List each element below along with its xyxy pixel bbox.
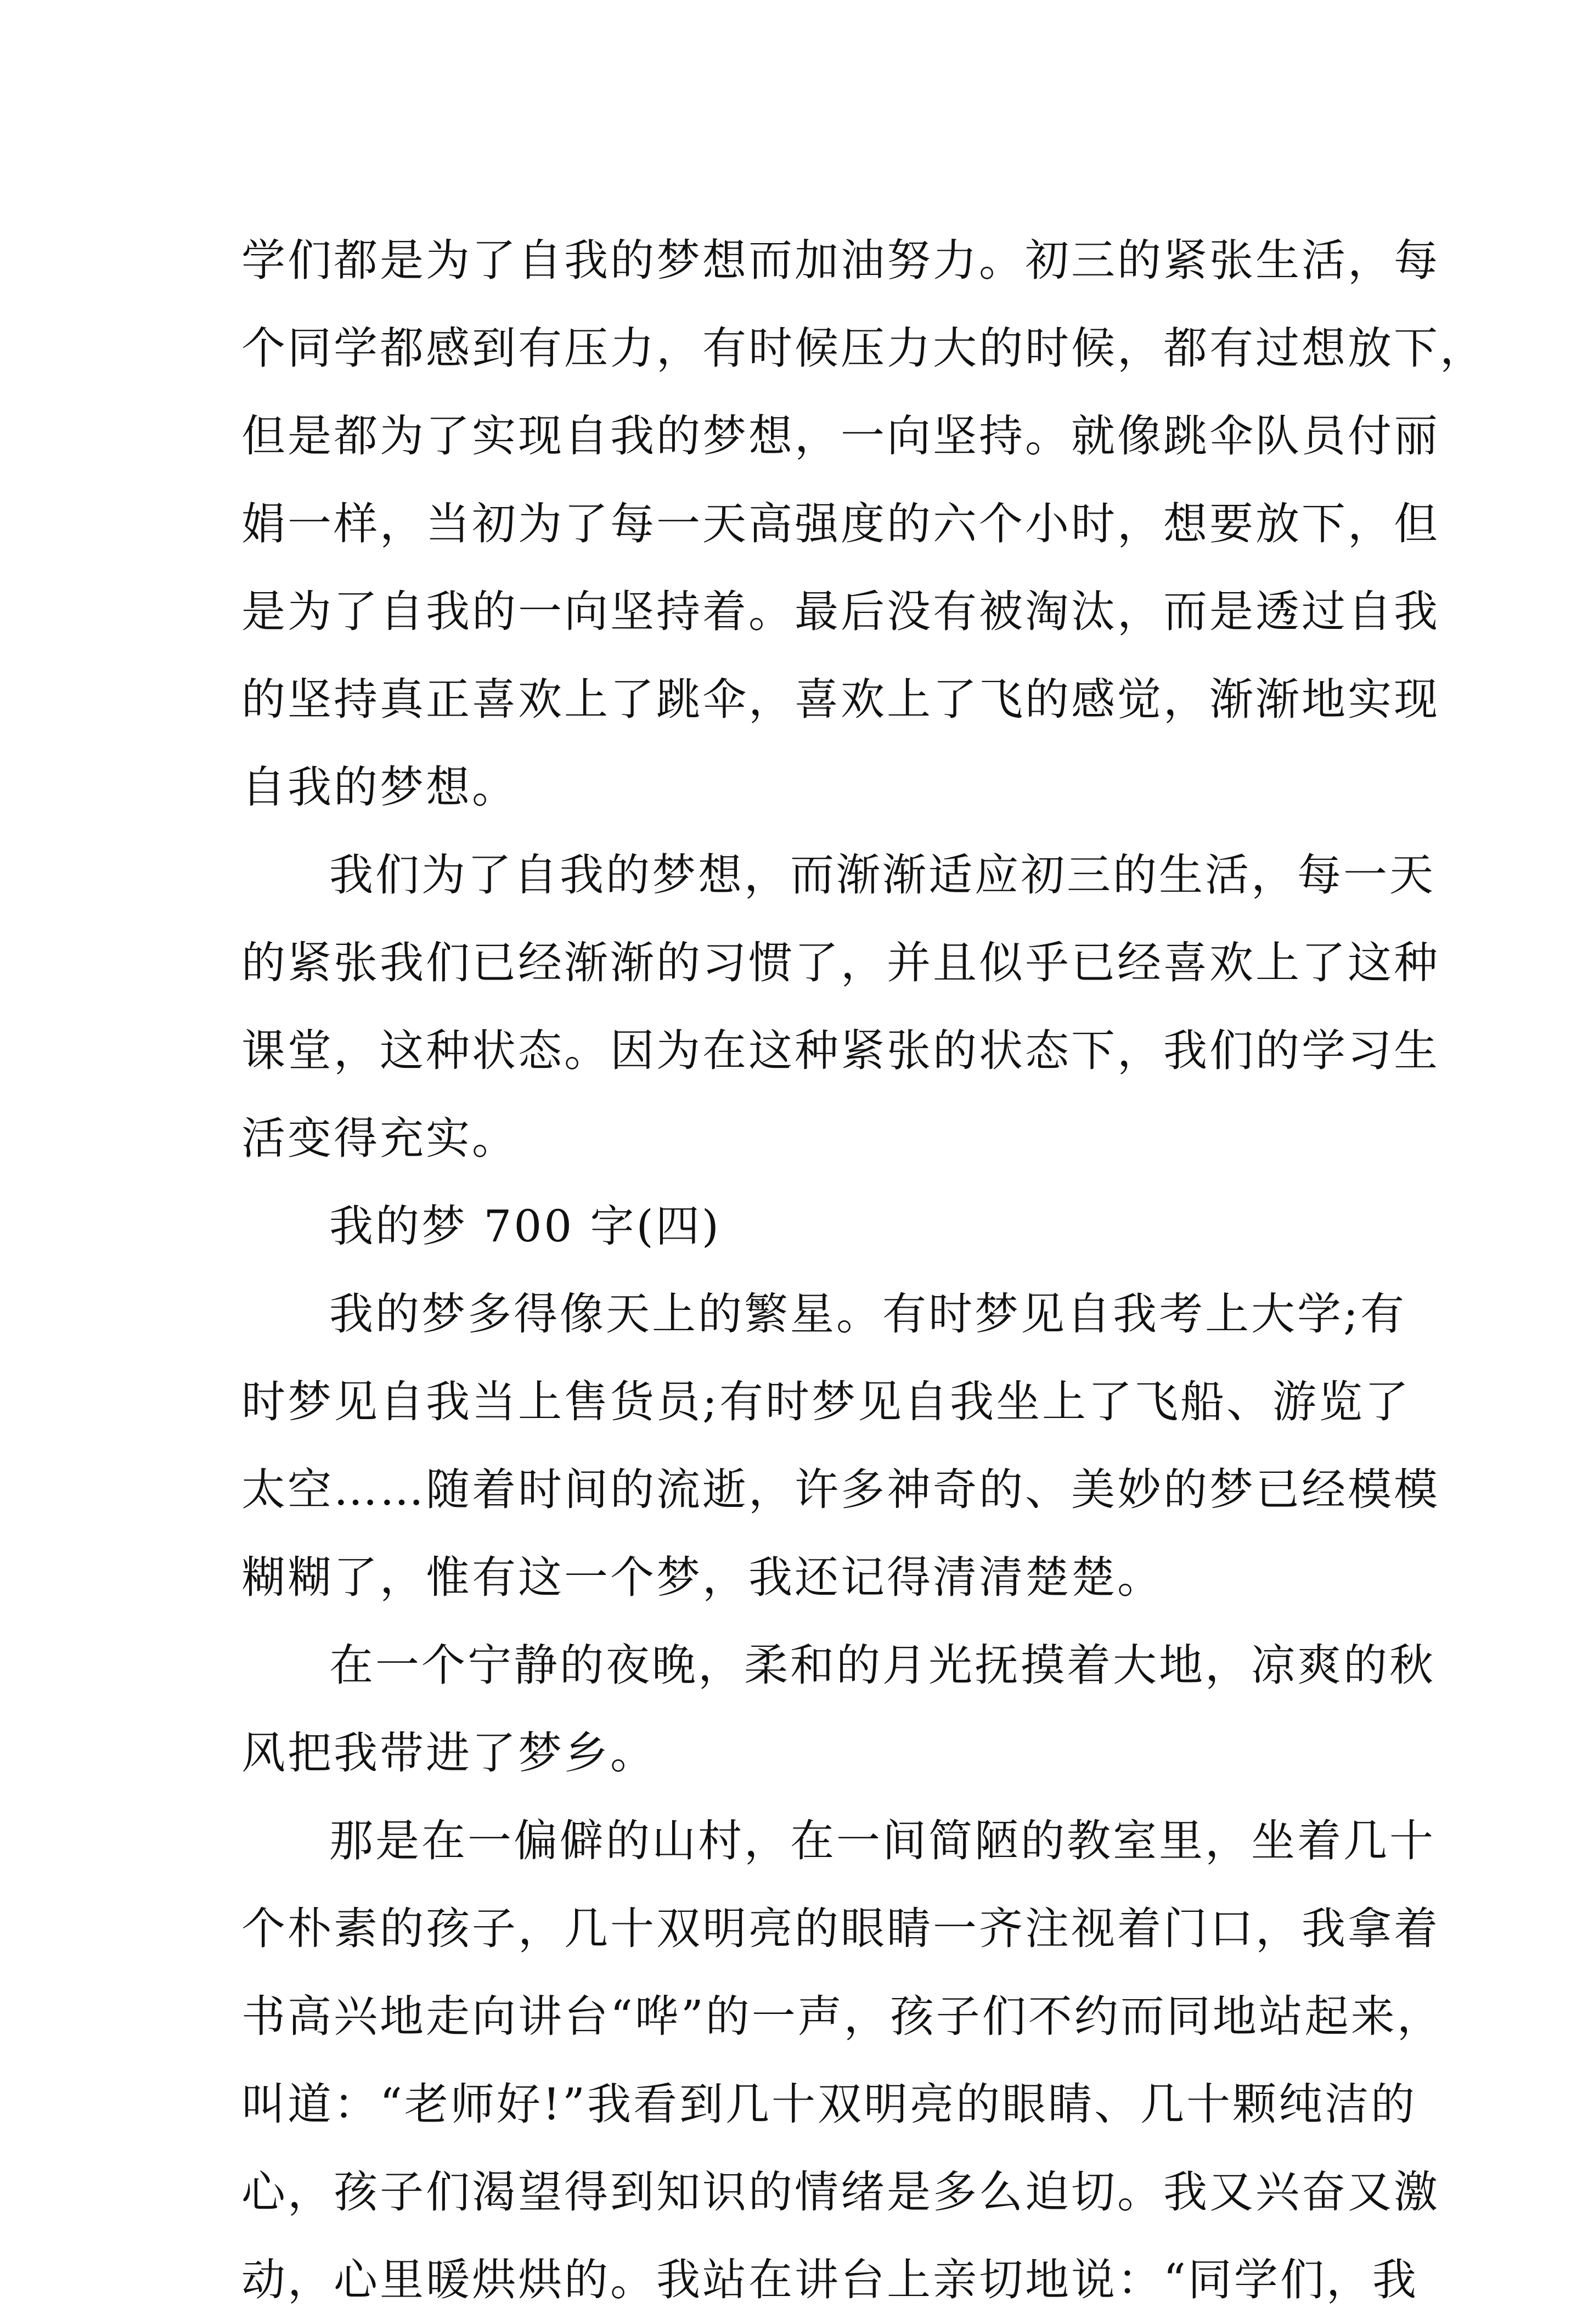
document-body [241, 217, 1486, 2324]
paragraph [241, 831, 1440, 1183]
text-line: 我的梦 700 字(四) [329, 1201, 721, 1252]
text-line: 的坚持真正喜欢上了跳伞，喜欢上了飞的感觉，渐渐地实现 [241, 674, 1440, 725]
text-line: 动，心里暖烘烘的。我站在讲台上亲切地说：“同学们，我 [241, 2254, 1418, 2305]
text-line: 但是都为了实现自我的梦想，一向坚持。就像跳伞队员付丽 [241, 410, 1440, 462]
text-line: 书高兴地走向讲台“哗”的一声，孩子们不约而同地站起来， [241, 1991, 1443, 2042]
text-line: 是为了自我的一向坚持着。最后没有被淘汰，而是透过自我 [241, 586, 1440, 637]
text-line: 活变得充实。 [241, 1113, 518, 1164]
text-line: 那是在一偏僻的山村，在一间简陋的教室里，坐着几十 [329, 1815, 1435, 1866]
text-line: 时梦见自我当上售货员;有时梦见自我坐上了飞船、游览了 [241, 1376, 1411, 1427]
text-line: 我的梦多得像天上的繁星。有时梦见自我考上大学;有 [329, 1288, 1406, 1340]
text-line: 糊糊了，惟有这一个梦，我还记得清清楚楚。 [241, 1552, 1163, 1603]
text-line: 我们为了自我的梦想，而渐渐适应初三的生活，每一天 [329, 849, 1435, 901]
text-line: 个朴素的孩子，几十双明亮的眼睛一齐注视着门口，我拿着 [241, 1903, 1440, 1954]
section-heading [241, 1183, 1355, 1270]
text-line: 娟一样，当初为了每一天高强度的六个小时，想要放下，但 [241, 498, 1440, 549]
text-line: 自我的梦想。 [241, 762, 518, 813]
text-line: 个同学都感到有压力，有时候压力大的时候，都有过想放下， [241, 323, 1486, 374]
text-line: 太空……随着时间的流逝，许多神奇的、美妙的梦已经模模 [241, 1464, 1440, 1515]
text-line: 课堂，这种状态。因为在这种紧张的状态下，我们的学习生 [241, 1025, 1440, 1076]
paragraph [241, 217, 1486, 831]
text-line: 在一个宁静的夜晚，柔和的月光抚摸着大地，凉爽的秋 [329, 1640, 1435, 1691]
text-line: 心，孩子们渴望得到知识的情绪是多么迫切。我又兴奋又激 [241, 2167, 1440, 2218]
text-line: 学们都是为了自我的梦想而加油努力。初三的紧张生活，每 [241, 235, 1440, 286]
paragraph [241, 1270, 1440, 1622]
text-line: 的紧张我们已经渐渐的习惯了，并且似乎已经喜欢上了这种 [241, 937, 1440, 988]
text-line: 叫道：“老师好!”我看到几十双明亮的眼睛、几十颗纯洁的 [241, 2079, 1417, 2130]
paragraph [241, 1797, 1443, 2324]
paragraph [241, 1622, 1435, 1797]
text-line: 风把我带进了梦乡。 [241, 1727, 656, 1779]
